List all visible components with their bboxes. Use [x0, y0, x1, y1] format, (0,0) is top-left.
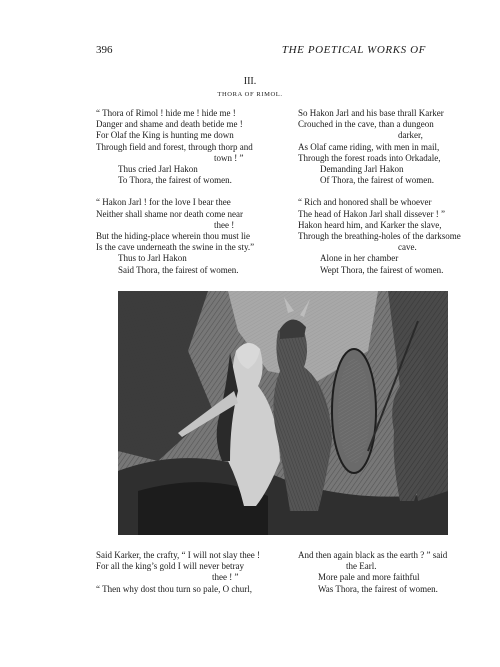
poem-top-right-column — [298, 108, 461, 276]
verse-line: So Hakon Jarl and his base thrall Karker — [298, 108, 444, 118]
verse-line: And then again black as the earth ? ” said — [298, 550, 448, 560]
stanza-break — [96, 186, 254, 197]
verse-line: “ Thora of Rimol ! hide me ! hide me ! — [96, 108, 236, 118]
verse-line: For all the king’s gold I will never betray — [96, 561, 244, 572]
page-header — [96, 44, 426, 58]
section-number: III. — [243, 76, 257, 87]
verse-line: Crouched in the cave, than a dungeon — [298, 119, 434, 130]
verse-line: More pale and more faithful — [318, 572, 420, 583]
verse-line: Danger and shame and death betide me ! — [96, 119, 243, 130]
section-title: THORA OF RIMOL. — [217, 91, 283, 98]
verse-line: Alone in her chamber — [320, 253, 399, 264]
verse-line: town ! ” — [214, 152, 244, 163]
verse-line: Thus cried Jarl Hakon — [118, 164, 198, 175]
engraving-illustration — [118, 291, 448, 535]
page-number: 396 — [96, 44, 113, 56]
engraving-thora-hakon-karker-fleeing-illustration-icon — [118, 291, 448, 535]
verse-line: Demanding Jarl Hakon — [320, 164, 404, 175]
verse-line: Said Thora, the fairest of women. — [118, 264, 239, 275]
verse-line: Thus to Jarl Hakon — [118, 253, 187, 264]
verse-line: As Olaf came riding, with men in mail, — [298, 141, 440, 152]
verse-line: cave. — [398, 242, 417, 253]
verse-line: Neither shall shame nor death come near — [96, 208, 243, 219]
verse-line: Said Karker, the crafty, “ I will not slay thee ! — [96, 550, 260, 560]
verse-line: “ Rich and honored shall be whoever — [298, 197, 432, 208]
verse-line: Hakon heard him, and Karker the slave, — [298, 219, 442, 230]
verse-line: Wept Thora, the fairest of women. — [320, 264, 444, 275]
verse-line: But the hiding-place wherein thou must lie — [96, 231, 250, 242]
verse-line: thee ! ” — [212, 572, 239, 583]
verse-line: Is the cave underneath the swine in the sty.” — [96, 242, 255, 253]
verse-line: Of Thora, the fairest of women. — [320, 175, 435, 186]
verse-line: Through field and forest, through thorp and — [96, 141, 253, 152]
poem-top-left-column — [96, 108, 254, 276]
poem-bottom-right-column — [298, 550, 447, 595]
verse-line: the Earl. — [346, 561, 377, 572]
running-title: THE POETICAL WORKS OF — [281, 44, 426, 56]
poem-bottom-left-column — [96, 550, 260, 595]
stanza-break — [298, 186, 461, 197]
verse-line: Through the breathing-holes of the darksome — [298, 231, 461, 242]
verse-line: thee ! — [214, 219, 235, 230]
verse-line: For Olaf the King is hunting me down — [96, 130, 234, 141]
verse-line: The head of Hakon Jarl shall dissever ! ” — [298, 208, 445, 219]
verse-line: darker, — [398, 130, 423, 141]
verse-line: To Thora, the fairest of women. — [118, 175, 232, 186]
verse-line: “ Hakon Jarl ! for the love I bear thee — [96, 197, 231, 208]
verse-line: Through the forest roads into Orkadale, — [298, 152, 441, 163]
verse-line: Was Thora, the fairest of women. — [318, 583, 438, 594]
verse-line: “ Then why dost thou turn so pale, O churl, — [96, 583, 253, 594]
